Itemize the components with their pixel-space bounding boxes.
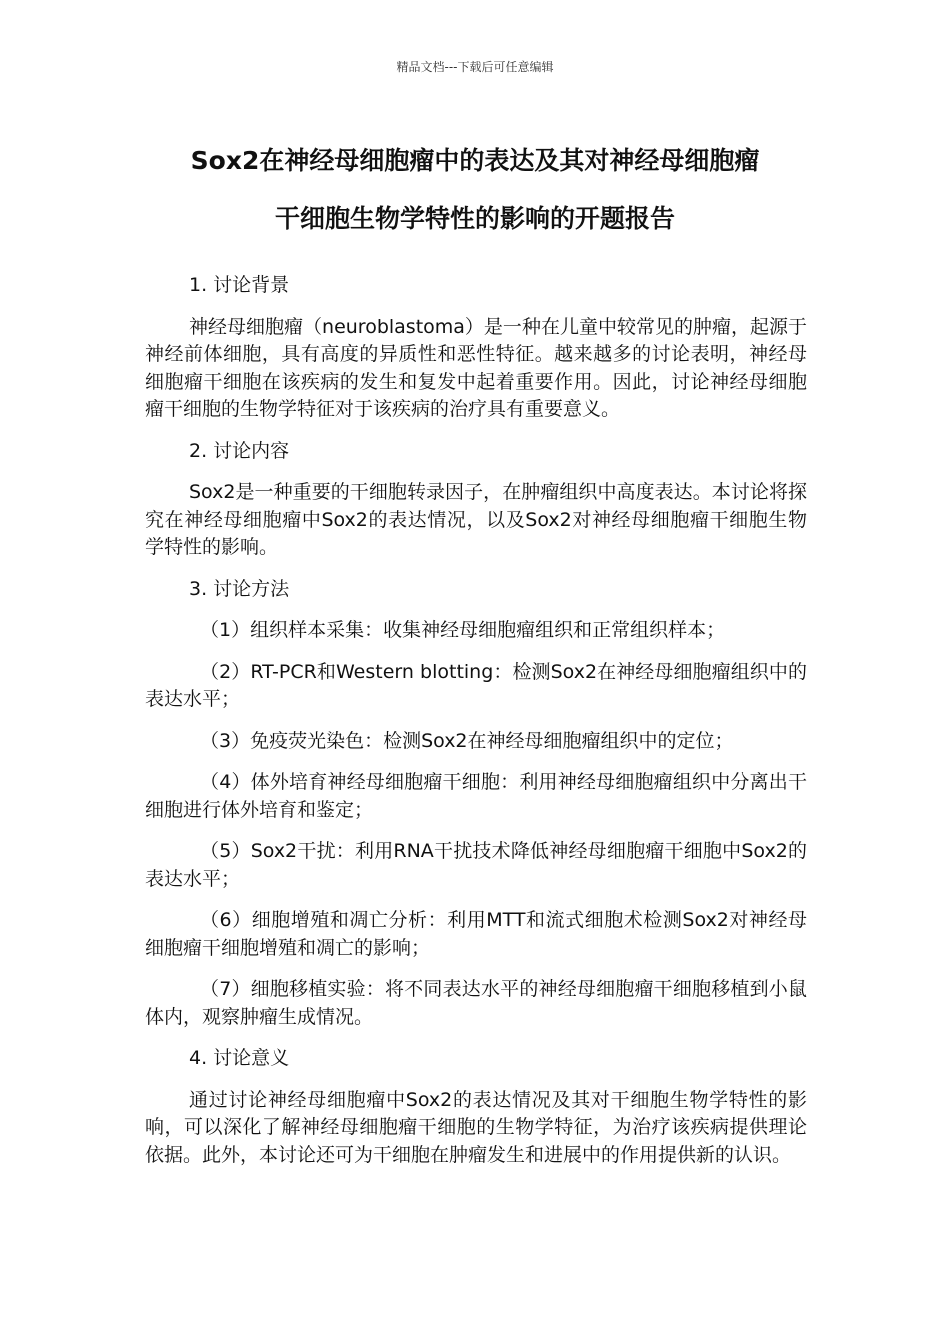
method-item: （6）细胞增殖和凋亡分析：利用MTT和流式细胞术检测Sox2对神经母细胞瘤干细胞增殖和凋亡的影响； (145, 909, 807, 959)
method-item: （1）组织样本采集：收集神经母细胞瘤组织和正常组织样本； (200, 619, 726, 641)
section-heading: 4. 讨论意义 (189, 1047, 290, 1069)
header-note: 精品文档---下载后可任意编辑 (396, 60, 554, 74)
method-item: （5）Sox2干扰：利用RNA干扰技术降低神经母细胞瘤干细胞中Sox2的表达水平； (145, 840, 807, 890)
paragraph: Sox2是一种重要的干细胞转录因子，在肿瘤组织中高度表达。本讨论将探究在神经母细胞瘤中Sox2的表达情况，以及Sox2对神经母细胞瘤干细胞生物学特性的影响。 (145, 481, 807, 558)
document-body (145, 272, 807, 1183)
title-line-2: 干细胞生物学特性的影响的开题报告 (274, 204, 675, 233)
section-heading: 3. 讨论方法 (189, 577, 290, 600)
section-heading: 2. 讨论内容 (189, 439, 290, 462)
paragraph: 神经母细胞瘤（neuroblastoma）是一种在儿童中较常见的肿瘤，起源于神经前体细胞，具有高度的异质性和恶性特征。越来越多的讨论表明，神经母细胞瘤干细胞在该疾病的发生和复发中起着重要作用。因此，讨论神经母细胞瘤干细胞的生物学特征对于该疾病的治疗具有重要意义。 (145, 315, 807, 420)
document-title (120, 132, 830, 248)
method-item: （3）免疫荧光染色：检测Sox2在神经母细胞瘤组织中的定位； (200, 729, 734, 752)
section-heading: 1. 讨论背景 (189, 274, 290, 296)
title-line-1: Sox2在神经母细胞瘤中的表达及其对神经母细胞瘤 (190, 146, 760, 175)
method-item: （7）细胞移植实验：将不同表达水平的神经母细胞瘤干细胞移植到小鼠体内，观察肿瘤生成情况。 (145, 978, 807, 1028)
method-item: （4）体外培育神经母细胞瘤干细胞：利用神经母细胞瘤组织中分离出干细胞进行体外培育和鉴定； (145, 771, 807, 821)
paragraph: 通过讨论神经母细胞瘤中Sox2的表达情况及其对干细胞生物学特性的影响，可以深化了解神经母细胞瘤干细胞的生物学特征，为治疗该疾病提供理论依据。此外，本讨论还可为干细胞在肿瘤发生和进展中的作用提供新的认识。 (145, 1088, 807, 1166)
method-item: （2）RT-PCR和Western blotting：检测Sox2在神经母细胞瘤组织中的表达水平； (145, 660, 807, 710)
